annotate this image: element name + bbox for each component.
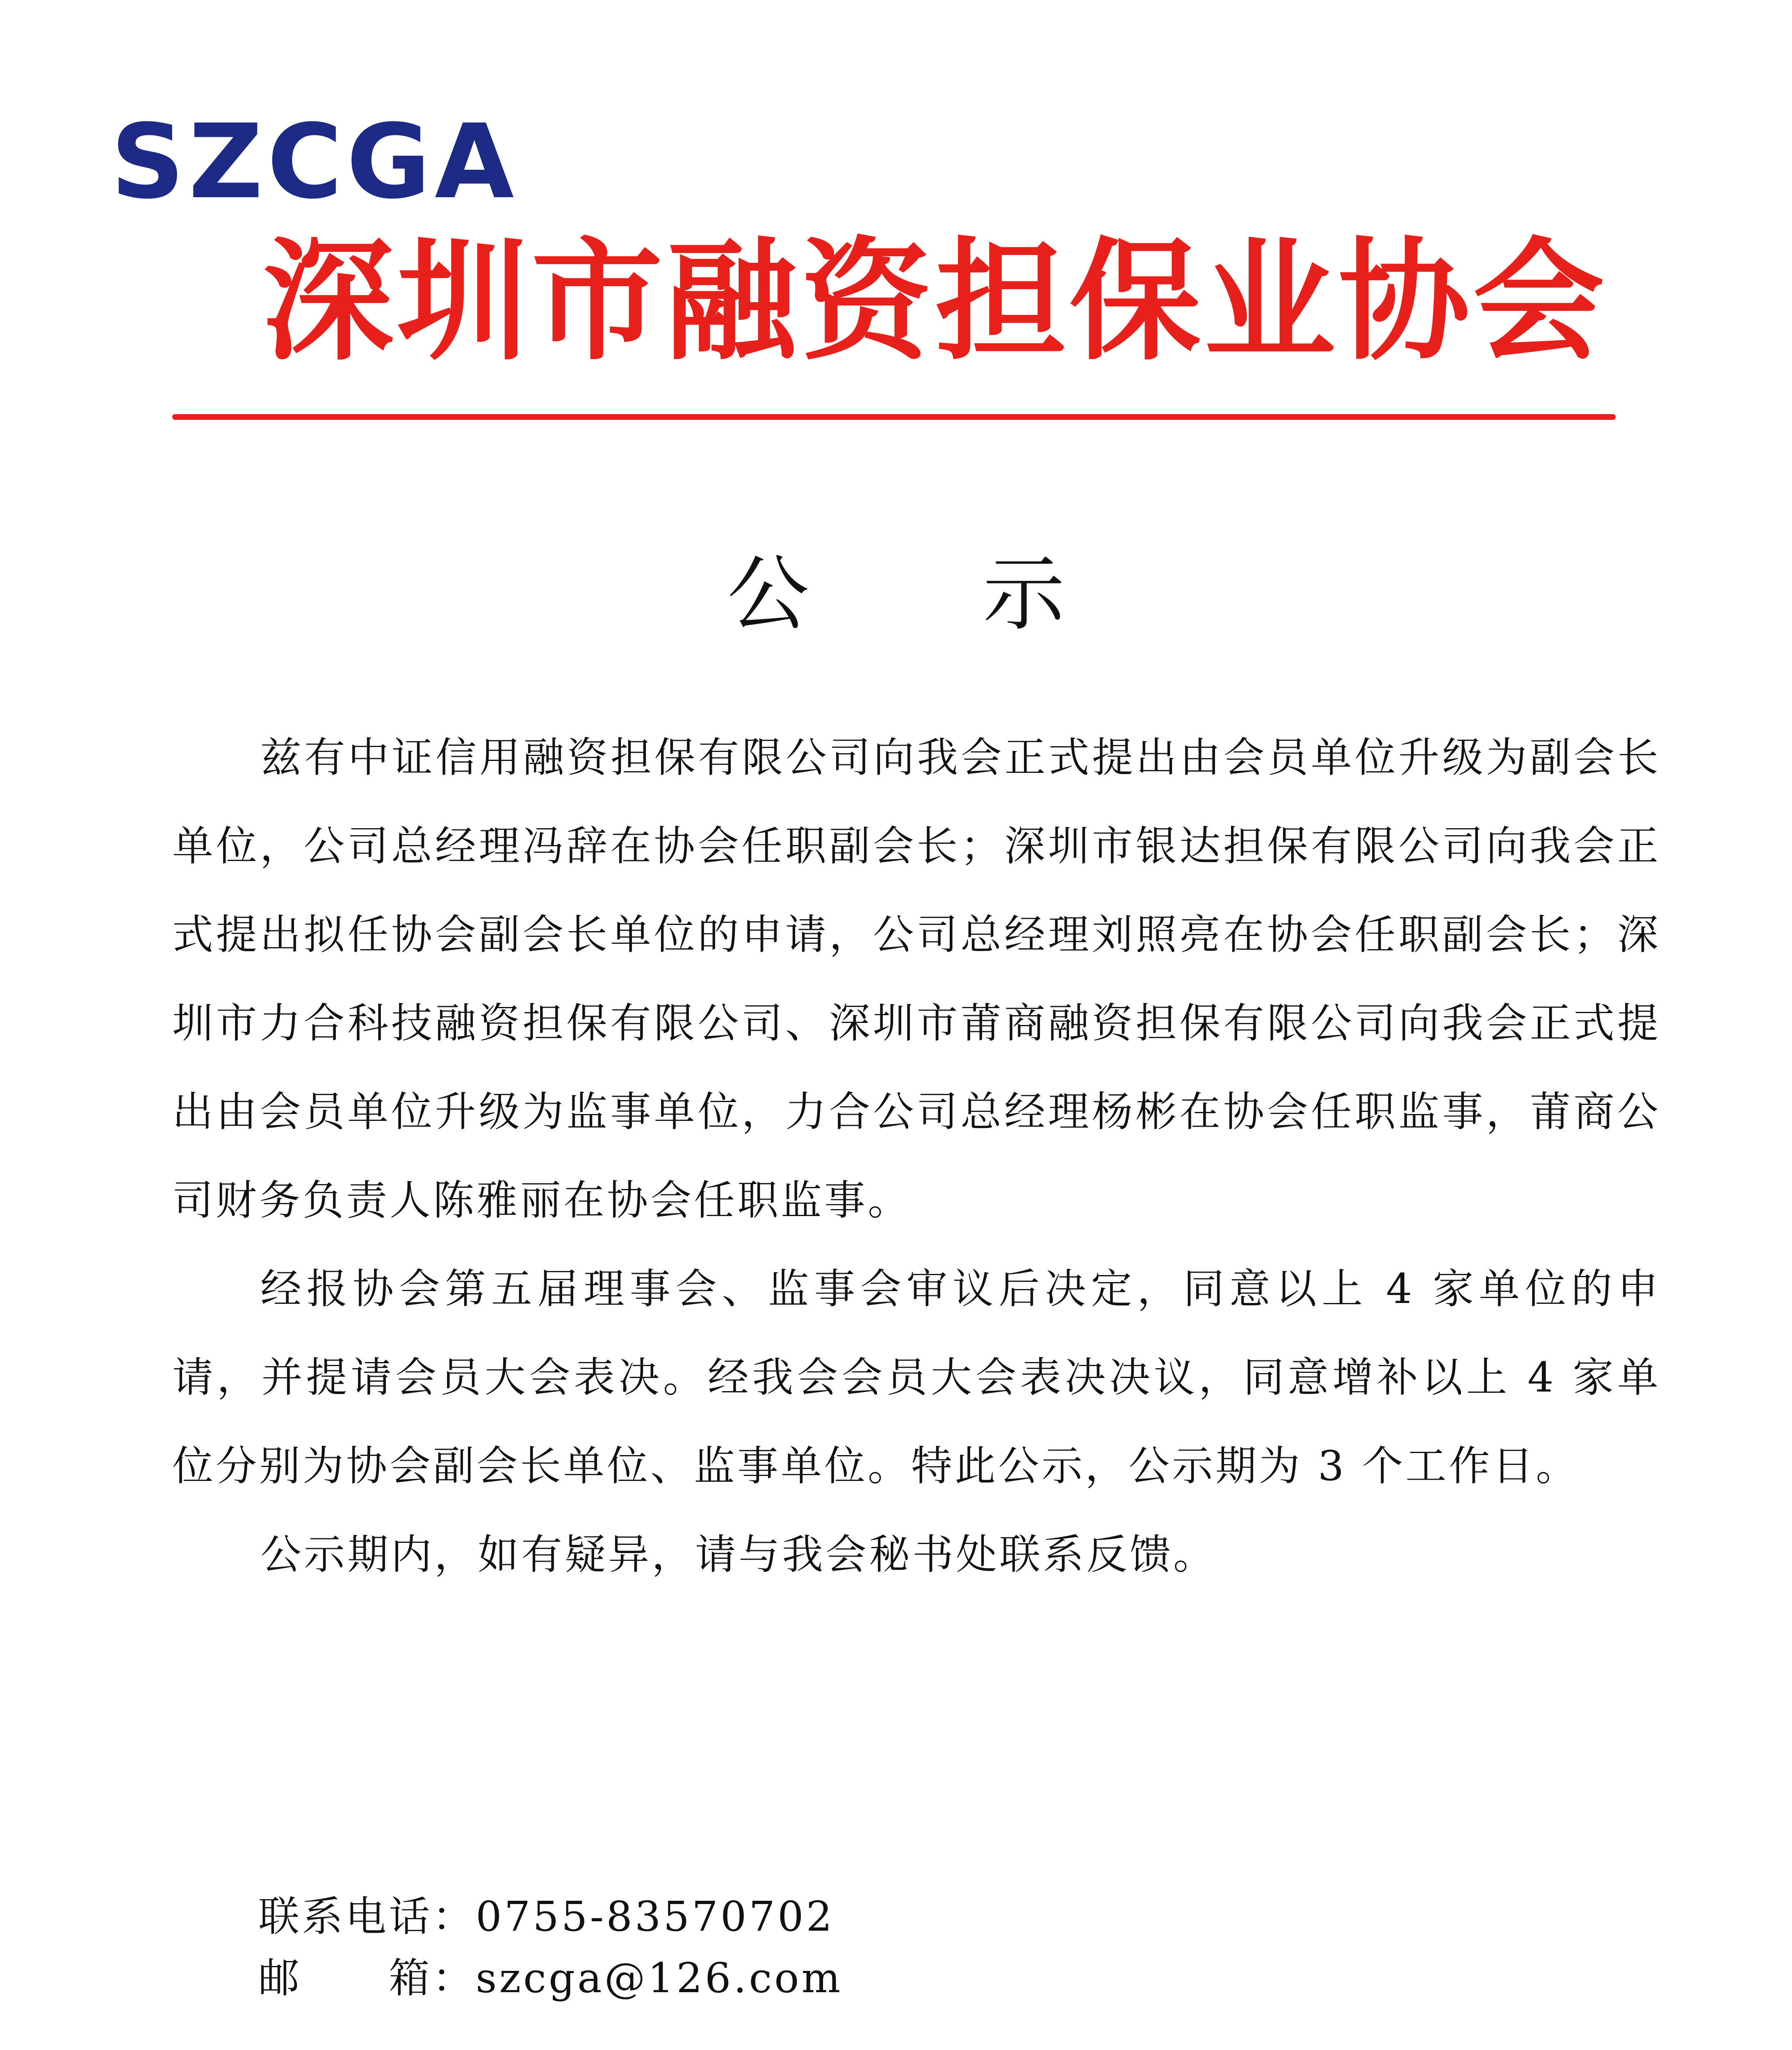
paragraph-3: 公示期内，如有疑异，请与我会秘书处联系反馈。 (260, 1531, 1217, 1578)
phone-label: 联系电话： (258, 1893, 476, 1941)
paragraph-1: 兹有中证信用融资担保有限公司向我会正式提出由会员单位升级为副会长单位，公司总经理冯辞在协会任职副会长；深圳市银达担保有限公司向我会正式提出拟任协会副会长单位的申请，公司总经理刘照亮在协会任职副会长；深圳市力合科技融资担保有限公司、深圳市莆商融资担保有限公司向我会正式提出由会员单位升级为监事单位，力合公司总经理杨彬在协会任职监事，莆商公司财务负责人陈雅丽在协会任职监事。 (172, 733, 1661, 1224)
logo-text: SZCGA (111, 102, 518, 221)
notice-title: 公 示 (727, 547, 1139, 642)
paragraph-2: 经报协会第五届理事会、监事会审议后决定，同意以上 4 家单位的申请，并提请会员大会表决。经我会会员大会表决决议，同意增补以上 4 家单位分别为协会副会长单位、监事单位。特此公示，公示期为 3 个工作日。 (172, 1265, 1661, 1490)
header-divider (172, 414, 1616, 420)
contact-block (258, 1886, 843, 2009)
organization-title: 深圳市融资担保业协会 (262, 226, 1607, 378)
email-address: szcga@126.com (476, 1954, 843, 2002)
notice-body (172, 713, 1661, 1599)
email-label: 邮 箱： (258, 1954, 476, 2002)
contact-phone-row (258, 1886, 843, 1947)
contact-email-row (258, 1947, 843, 2009)
phone-number: 0755-83570702 (476, 1893, 835, 1941)
